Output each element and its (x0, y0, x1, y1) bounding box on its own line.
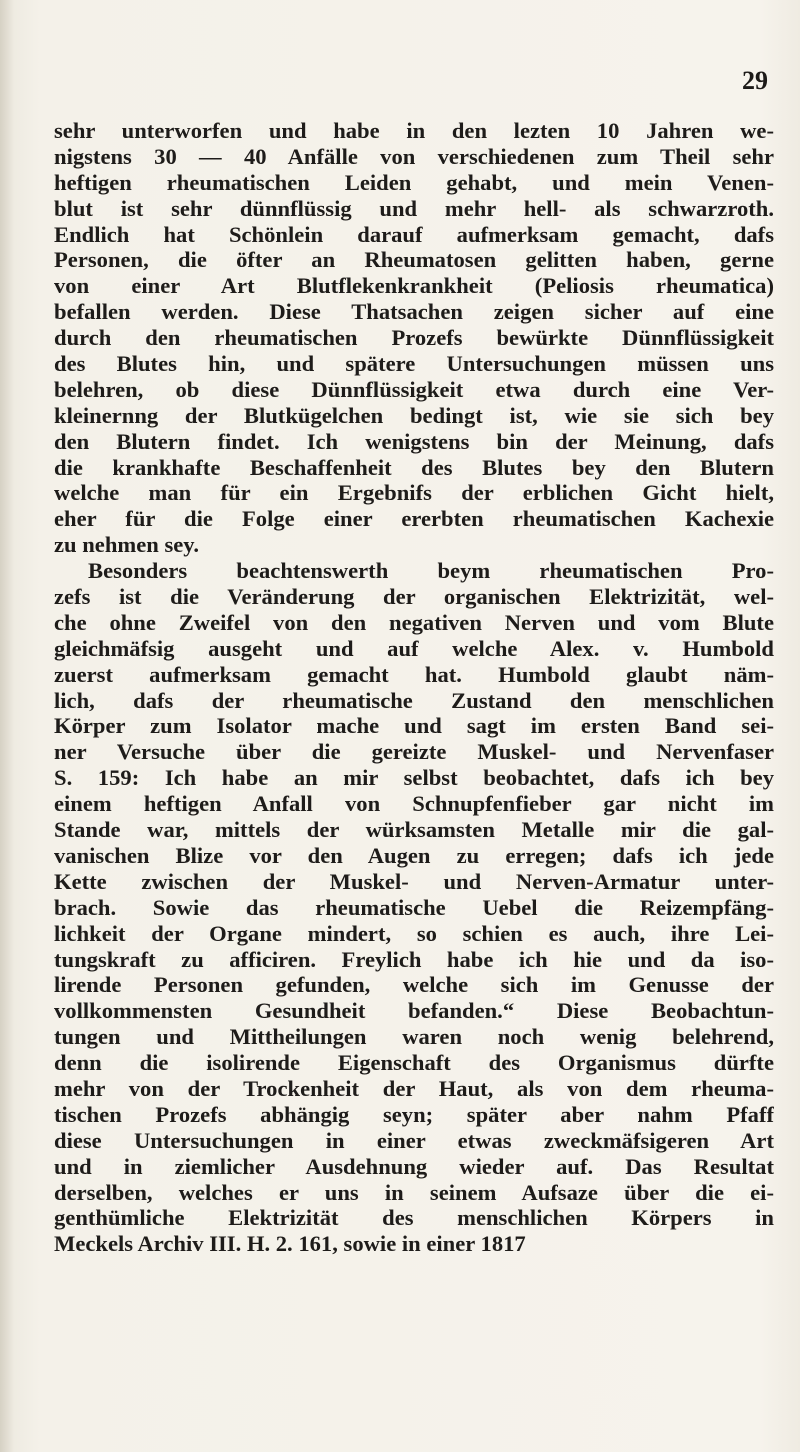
text-line: Personen, die öfter an Rheumatosen gelitten haben, gerne (54, 247, 774, 273)
text-line: S. 159: Ich habe an mir selbst beobachtet, dafs ich bey (54, 765, 774, 791)
text-line: durch den rheumatischen Prozefs bewürkte Dünnflüssigkeit (54, 325, 774, 351)
text-line: belehren, ob diese Dünnflüssigkeit etwa durch eine Ver- (54, 376, 774, 402)
text-line: tischen Prozefs abhängig seyn; später aber nahm Pfaff (54, 1101, 774, 1127)
text-line: lirende Personen gefunden, welche sich im Genusse der (54, 972, 774, 998)
text-line: lichkeit der Organe mindert, so schien es auch, ihre Lei- (54, 920, 774, 946)
text-line: die krankhafte Beschaffenheit des Blutes bey den Blutern (54, 454, 774, 480)
text-line: ner Versuche über die gereizte Muskel- und Nervenfaser (54, 739, 774, 765)
text-line: und in ziemlicher Ausdehnung wieder auf. Das Resultat (54, 1153, 774, 1179)
text-line: brach. Sowie das rheumatische Uebel die Reizempfäng- (54, 894, 774, 920)
text-line: tungen und Mittheilungen waren noch wenig belehrend, (54, 1024, 774, 1050)
text-line: derselben, welches er uns in seinem Aufsaze über die ei- (54, 1179, 774, 1205)
text-line: vanischen Blize vor den Augen zu erregen; dafs ich jede (54, 842, 774, 868)
text-line: des Blutes hin, und spätere Untersuchungen müssen uns (54, 351, 774, 377)
text-line: blut ist sehr dünnflüssig und mehr hell- als schwarzroth. (54, 195, 774, 221)
text-line: zu nehmen sey. (54, 532, 199, 558)
text-line: mehr von der Trockenheit der Haut, als von dem rheuma- (54, 1075, 774, 1101)
text-line: denn die isolirende Eigenschaft des Organismus dürfte (54, 1050, 774, 1076)
text-line: diese Untersuchungen in einer etwas zweckmäfsigeren Art (54, 1127, 774, 1153)
text-line: zuerst aufmerksam gemacht hat. Humbold glaubt näm- (54, 661, 774, 687)
text-line: Stande war, mittels der würksamsten Metalle mir die gal- (54, 817, 774, 843)
text-line: zefs ist die Veränderung der organischen Elektrizität, wel- (54, 584, 774, 610)
text-line: Körper zum Isolator mache und sagt im ersten Band sei- (54, 713, 774, 739)
text-line: vollkommensten Gesundheit befanden.“ Diese Beobachtun- (54, 998, 774, 1024)
text-line: eher für die Folge einer ererbten rheumatischen Kachexie (54, 506, 774, 532)
text-line: nigstens 30 — 40 Anfälle von verschiedenen zum Theil sehr (54, 143, 774, 169)
text-line: tungskraft zu afficiren. Freylich habe ich hie und da iso- (54, 946, 774, 972)
text-line: befallen werden. Diese Thatsachen zeigen sicher auf eine (54, 299, 774, 325)
text-line: heftigen rheumatischen Leiden gehabt, und mein Venen- (54, 169, 774, 195)
text-line: sehr unterworfen und habe in den lezten 10 Jahren we- (54, 118, 774, 143)
text-line: gleichmäfsig ausgeht und auf welche Alex. v. Humbold (54, 635, 774, 661)
text-line: Endlich hat Schönlein darauf aufmerksam gemacht, dafs (54, 221, 774, 247)
text-line: kleinernng der Blutkügelchen bedingt ist, wie sie sich bey (54, 402, 774, 428)
text-line: den Blutern findet. Ich wenigstens bin der Meinung, dafs (54, 428, 774, 454)
text-line: genthümliche Elektrizität des menschlichen Körpers in (54, 1205, 774, 1231)
text-line: Meckels Archiv III. H. 2. 161, sowie in einer 1817 (54, 1231, 526, 1257)
page-number: 29 (742, 66, 768, 95)
text-line: Besonders beachtenswerth beym rheumatischen Pro- (88, 558, 774, 584)
text-line: Kette zwischen der Muskel- und Nerven-Armatur unter- (54, 868, 774, 894)
text-line: lich, dafs der rheumatische Zustand den menschlichen (54, 687, 774, 713)
text-line: von einer Art Blutflekenkrankheit (Peliosis rheumatica) (54, 273, 774, 299)
text-line: welche man für ein Ergebnifs der erblichen Gicht hielt, (54, 480, 774, 506)
text-line: che ohne Zweifel von den negativen Nerven und vom Blute (54, 609, 774, 635)
body-text (54, 118, 774, 1257)
binding-shadow (0, 0, 14, 1452)
text-line: einem heftigen Anfall von Schnupfenfieber gar nicht im (54, 791, 774, 817)
